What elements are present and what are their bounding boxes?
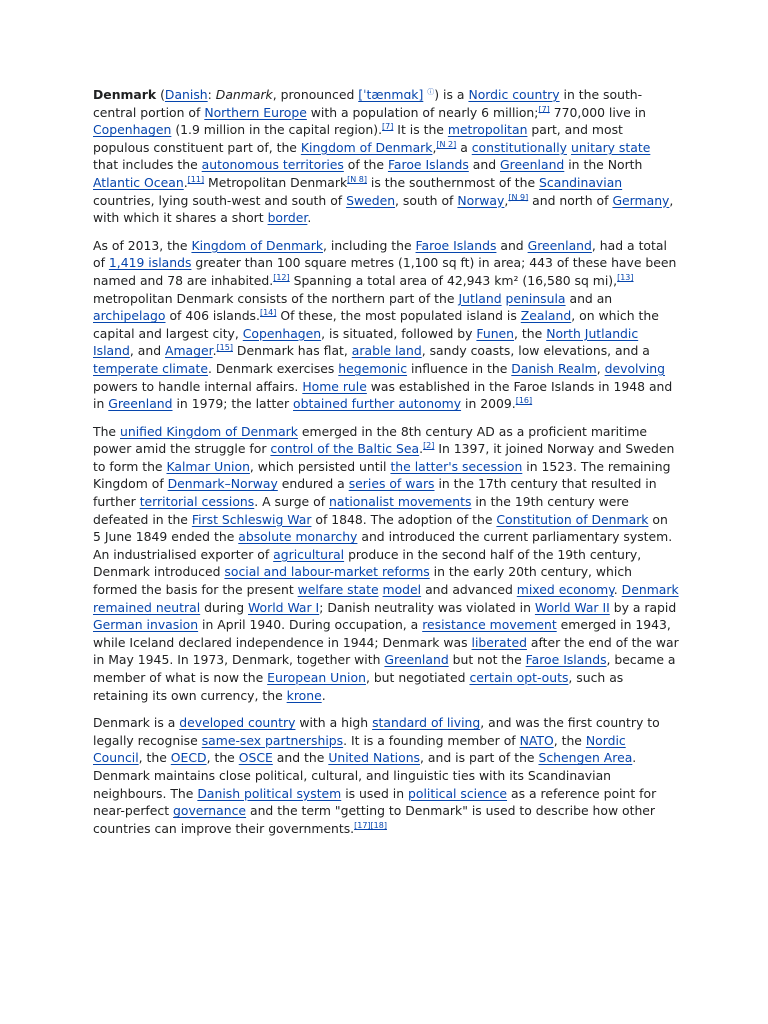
body-text: produce in the second half of the 19th century, Denmark introduced [93, 546, 642, 580]
wiki-link[interactable]: [ˈtænmɑk] [358, 87, 424, 102]
wiki-link[interactable]: Greenland [384, 652, 449, 668]
body-text: and introduced the current parliamentary system. An industrialised exporter of [93, 529, 673, 562]
body-text: a [456, 139, 472, 155]
wiki-link[interactable]: the latter's secession [390, 458, 523, 474]
wiki-link[interactable]: constitutionally [471, 139, 568, 155]
wiki-link[interactable]: archipelago [93, 308, 166, 324]
article-paragraph-4 [93, 714, 679, 837]
body-text: in the North [564, 157, 643, 173]
body-text: countries, lying south-west and south of [93, 192, 347, 208]
body-text: , the [138, 750, 171, 766]
body-text: , is situated, followed by [321, 325, 477, 341]
citation-link[interactable]: [12] [273, 272, 290, 282]
wiki-link[interactable]: Danish political system [197, 785, 342, 801]
citation-link[interactable]: [N 8] [347, 174, 367, 184]
body-text: Metropolitan Denmark [204, 174, 348, 190]
article-paragraph-1 [93, 86, 679, 227]
wiki-link[interactable]: political science [408, 785, 508, 801]
body-text: in April 1940. During occupation, a [198, 617, 423, 633]
wiki-link[interactable]: United Nations [328, 750, 421, 766]
audio-icon[interactable]: ⓘ [427, 87, 435, 96]
wiki-link[interactable]: Greenland [500, 157, 565, 173]
citation-link[interactable]: [N 9] [508, 192, 529, 202]
body-text: powers to handle internal affairs. [93, 378, 303, 394]
body-text: of 1848. The adoption of the [311, 511, 497, 527]
wiki-link[interactable]: North Jutlandic Island [93, 325, 639, 359]
body-text: Denmark has flat, [232, 343, 352, 359]
wiki-link[interactable]: Copenhagen [93, 122, 172, 138]
citation-link[interactable]: [17][18] [354, 820, 387, 830]
wiki-link[interactable]: welfare state [297, 582, 379, 598]
body-text: as a reference point for near-perfect [93, 785, 657, 819]
wiki-link[interactable]: resistance movement [422, 617, 557, 633]
body-text: in the 19th century were defeated in the [93, 494, 629, 527]
body-text: in the south-central portion of [93, 87, 643, 120]
body-text: , such as retaining its own currency, the [93, 670, 624, 703]
body-text: and an [565, 290, 613, 306]
body-text: , pronounced [272, 87, 359, 102]
wiki-link[interactable]: Funen [476, 325, 515, 341]
body-text: in 1979; the latter [172, 396, 294, 412]
body-text: , on which the capital and largest city, [93, 308, 659, 341]
wiki-link[interactable]: Kingdom of Denmark [300, 139, 433, 155]
article-subject: Denmark [93, 87, 157, 102]
body-text: Denmark is a [93, 715, 180, 731]
body-text: in the early 20th century, which formed the basis for the present [93, 564, 633, 598]
citation-link[interactable]: [7] [382, 122, 394, 132]
body-text: It is the [393, 122, 448, 138]
wiki-link[interactable]: unified Kingdom of Denmark [119, 423, 298, 439]
wiki-link[interactable]: Denmark–Norway [167, 476, 278, 492]
wiki-link[interactable]: Nordic Council [93, 732, 626, 766]
wiki-link[interactable]: hegemonic [338, 360, 408, 376]
body-text: , and is part of the [420, 750, 539, 766]
wiki-link[interactable]: Kalmar Union [166, 458, 250, 474]
body-text: . [307, 210, 312, 226]
body-text: . It is a founding member of [343, 732, 520, 748]
wiki-link[interactable]: autonomous territories [201, 157, 344, 173]
body-text: greater than 100 square metres (1,100 sq ft) in area; 443 of these have been named and 78 are inhabited. [93, 255, 677, 288]
body-text: , the [514, 325, 547, 341]
wiki-link[interactable]: Copenhagen [242, 325, 322, 341]
body-text: , the [206, 750, 239, 766]
wiki-link[interactable]: agricultural [273, 546, 345, 562]
citation-link[interactable]: [11] [187, 174, 205, 184]
body-text: , and was the first country to legally recognise [93, 715, 660, 748]
wiki-link[interactable]: absolute monarchy [238, 529, 358, 545]
body-text: but not the [448, 652, 526, 668]
body-text: and [496, 237, 528, 253]
body-text: , including the [323, 237, 416, 253]
citation-link[interactable]: [16] [515, 395, 533, 405]
wiki-link[interactable]: World War II [534, 599, 610, 615]
wiki-link[interactable]: krone [286, 687, 322, 703]
body-text: was established in the Faroe Islands in 1948 and in [93, 378, 673, 412]
body-text: , [504, 192, 509, 208]
wiki-link[interactable]: same-sex partnerships [201, 732, 344, 748]
body-text: . [321, 687, 326, 703]
wiki-link[interactable]: control of the Baltic Sea [270, 441, 420, 457]
body-text: and [468, 157, 501, 173]
body-text: and the term "getting to Denmark" is used to describe how other countries can improve their governments. [93, 803, 656, 836]
body-text: emerged in the 8th century AD as a proficient maritime power amid the struggle for [93, 423, 648, 457]
wiki-link[interactable]: nationalist movements [329, 494, 472, 510]
wiki-link[interactable]: liberated [471, 634, 527, 650]
body-text: Spanning a total area of 42,943 km² (16,580 sq mi), [289, 272, 618, 288]
wiki-link[interactable]: territorial cessions [139, 494, 255, 510]
body-text: influence in the [407, 360, 512, 376]
wiki-link[interactable]: mixed economy [516, 582, 614, 598]
body-text: The [93, 423, 120, 439]
body-text: , had a total of [93, 237, 667, 271]
body-text: , became a member of what is now the [93, 652, 676, 685]
body-text: , the [553, 732, 586, 748]
body-text: metropolitan Denmark consists of the northern part of the [93, 290, 459, 306]
body-text: In 1397, it joined Norway and Sweden to form the [93, 441, 675, 474]
citation-link[interactable]: [14] [259, 308, 277, 317]
wiki-link[interactable]: Denmark remained neutral [93, 582, 679, 615]
body-text: of the [343, 157, 388, 173]
wiki-link[interactable]: Schengen Area [538, 750, 633, 766]
body-text: with a high [295, 715, 373, 731]
wiki-link[interactable]: Faroe Islands [415, 237, 497, 253]
wiki-link[interactable]: Amager [165, 343, 213, 359]
body-text: . [212, 343, 217, 359]
citation-link[interactable]: [2] [423, 441, 435, 451]
body-text: and the [272, 750, 329, 766]
article-paragraph-3 [93, 423, 679, 705]
wiki-link[interactable]: social and labour-market reforms [224, 564, 430, 580]
wiki-link[interactable]: devolving [604, 360, 665, 376]
wiki-link[interactable]: metropolitan [447, 122, 528, 138]
body-text: . [419, 441, 424, 457]
body-text: by a rapid [609, 599, 677, 615]
body-text: . [613, 582, 622, 598]
body-text: after the end of the war in May 1945. In 1973, Denmark, together with [93, 634, 679, 668]
wiki-link[interactable]: OSCE [238, 750, 273, 766]
wiki-link[interactable]: Danish [164, 87, 208, 102]
body-text: in 1523. The remaining Kingdom of [93, 458, 671, 492]
wiki-link[interactable]: peninsula [505, 290, 566, 306]
wiki-link[interactable]: Greenland [527, 237, 592, 253]
body-text: : [207, 87, 216, 102]
body-text: , [596, 360, 605, 376]
wiki-link[interactable]: unitary state [570, 139, 651, 155]
wiki-link[interactable]: model [382, 582, 422, 598]
wiki-link[interactable]: border [267, 210, 308, 226]
wiki-link[interactable]: First Schleswig War [191, 511, 312, 527]
wiki-link[interactable]: World War I [248, 599, 320, 615]
body-text: with a population of nearly 6 million; [306, 104, 539, 120]
body-text: emerged in 1943, while Iceland declared independence in 1944; Denmark was [93, 617, 671, 650]
wiki-link[interactable]: Jutland [458, 290, 502, 306]
body-text: ) is a [434, 87, 469, 102]
citation-link[interactable]: [7] [538, 104, 550, 114]
wiki-link[interactable]: temperate climate [93, 360, 208, 376]
wiki-link[interactable]: Sweden [346, 192, 396, 208]
body-text: ; Danish neutrality was violated in [319, 599, 535, 615]
body-text: , south of [395, 192, 458, 208]
wiki-link[interactable]: Faroe Islands [525, 652, 607, 668]
body-text: in 2009. [461, 396, 516, 412]
wiki-link[interactable]: series of wars [348, 476, 435, 492]
wiki-link[interactable]: Zealand [520, 308, 572, 324]
wiki-link[interactable]: European Union [267, 670, 366, 685]
wiki-link[interactable]: Home rule [302, 378, 367, 394]
wiki-link[interactable]: Danish Realm [511, 360, 597, 376]
body-text: . A surge of [254, 494, 330, 510]
body-text: Of these, the most populated island is [276, 308, 521, 324]
body-text: , sandy coasts, low elevations, and a [421, 343, 650, 359]
body-text: , [432, 139, 437, 155]
wiki-link[interactable]: German invasion [93, 617, 199, 633]
body-text: , and [129, 343, 166, 359]
body-text: , which persisted until [249, 458, 391, 474]
body-text: As of 2013, the [93, 237, 192, 253]
wiki-link[interactable]: standard of living [372, 715, 481, 731]
body-text: is the southernmost of the [366, 174, 540, 190]
body-text: that includes the [93, 157, 202, 173]
italic-text: Danmark [215, 87, 273, 102]
article-body [93, 86, 679, 847]
wiki-link[interactable]: 1,419 islands [108, 255, 192, 271]
body-text: in the 17th century that resulted in further [93, 476, 657, 510]
wiki-link[interactable]: Greenland [108, 396, 173, 412]
wiki-link[interactable]: Nordic country [468, 87, 560, 102]
body-text: , with which it shares a short [93, 192, 674, 226]
wiki-link[interactable]: governance [173, 803, 247, 819]
body-text: ( [156, 87, 165, 102]
citation-link[interactable]: [N 2] [436, 139, 457, 149]
body-text: . [183, 174, 188, 190]
wiki-link[interactable]: Scandinavian [539, 174, 623, 190]
wiki-link[interactable]: OECD [170, 750, 207, 766]
wiki-link[interactable]: Norway [457, 192, 505, 208]
citation-link[interactable]: [15] [216, 343, 233, 353]
wiki-link[interactable]: NATO [519, 732, 554, 748]
wiki-link[interactable]: Atlantic Ocean [93, 174, 184, 190]
body-text: . Denmark exercises [208, 360, 339, 376]
wiki-link[interactable]: Kingdom of Denmark [191, 237, 324, 253]
body-text: on 5 June 1849 ended the [93, 511, 668, 545]
body-text: and north of [528, 192, 613, 208]
body-text: . Denmark maintains close political, cultural, and linguistic ties with its Scandinavian neighbours. The [93, 750, 637, 801]
wiki-link[interactable]: arable land [351, 343, 422, 359]
body-text: , but negotiated [365, 670, 470, 685]
body-text: is used in [341, 785, 408, 801]
body-text: part, and most populous constituent part of, the [93, 122, 623, 155]
body-text: and advanced [421, 582, 517, 598]
body-text: endured a [277, 476, 349, 492]
body-text: (1.9 million in the capital region). [171, 122, 383, 138]
wiki-link[interactable]: Constitution of Denmark [496, 511, 649, 527]
body-text: during [200, 599, 249, 615]
article-paragraph-2 [93, 237, 679, 413]
wiki-link[interactable]: Northern Europe [204, 104, 307, 120]
wiki-link[interactable]: obtained further autonomy [293, 396, 462, 412]
wiki-link[interactable]: certain opt-outs [469, 670, 569, 685]
wiki-link[interactable]: Germany [612, 192, 670, 208]
wiki-link[interactable]: Faroe Islands [387, 157, 469, 173]
citation-link[interactable]: [13] [617, 272, 634, 282]
body-text: 770,000 live in [549, 104, 646, 120]
body-text: of 406 islands. [165, 308, 260, 324]
wiki-link[interactable]: developed country [179, 715, 296, 731]
